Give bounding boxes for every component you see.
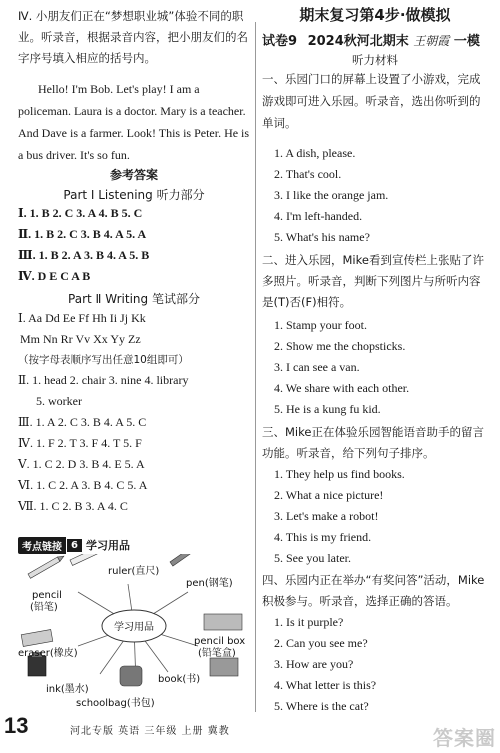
answer-title: 参考答案 [109, 168, 158, 182]
topic-link-title: 学习用品 [85, 539, 130, 552]
mindmap-center-text: 学习用品 [114, 622, 154, 633]
mind-label-schoolbag: schoolbag(书包) [76, 698, 155, 709]
writing-5: Ⅴ. 1. C 2. D 3. B 4. E 5. A [18, 457, 145, 471]
writing-6: Ⅵ. 1. C 2. A 3. B 4. C 5. A [18, 478, 148, 492]
part1-title: Part Ⅰ Listening 听力部分 [63, 188, 205, 202]
section-3-instructions: 三、Mike正在体验乐园智能语音助手的留言功能。听录音，给下列句子排序。 [262, 425, 484, 460]
s1-item-3: 3. I like the orange jam. [274, 188, 389, 202]
pencil-box-icon [204, 614, 242, 630]
section-4-instructions-right: 四、乐园内正在举办“有奖问答”活动，Mike积极参与。听录音，选择正确的答语。 [262, 573, 485, 608]
mind-label-book: book(书) [158, 674, 201, 685]
s3-item-2: 2. What a nice picture! [274, 488, 384, 502]
mind-label-pencil-cn: (铅笔) [30, 602, 58, 613]
topic-link-number: 6 [67, 539, 82, 552]
section-1-instructions: 一、乐园门口的屏幕上设置了小游戏，完成游戏即可进入乐园。听录音，选出你听到的单词。 [262, 72, 481, 130]
eraser-icon [21, 629, 53, 646]
topic-link-label: 考点链接 [18, 537, 66, 554]
footer-info: 河北专版 英语 三年级 上册 冀教 [70, 726, 230, 737]
s2-item-3: 3. I can see a van. [274, 360, 360, 374]
paper-title: 2024秋河北期末 [307, 34, 409, 49]
ruler-icon [70, 554, 100, 565]
mind-label-eraser: eraser(橡皮) [18, 648, 78, 659]
s2-item-1: 1. Stamp your foot. [274, 318, 367, 332]
writing-7: Ⅶ. 1. C 2. B 3. A 4. C [18, 499, 128, 513]
writing-2-line1: Ⅱ. 1. head 2. chair 3. nine 4. library [18, 373, 189, 387]
s4-item-2: 2. Can you see me? [274, 636, 368, 650]
listening-passage: Hello! I'm Bob. Let's play! I am a policeman. Laura is a doctor. Mary is a teacher. And Dave is a farmer. Look! This is Peter. He is a bus driver. It's so fun. [18, 82, 250, 162]
review-title: 期末复习第4步·做模拟 [299, 6, 451, 24]
mind-label-ruler: ruler(直尺) [108, 566, 160, 577]
s3-item-3: 3. Let's make a robot! [274, 509, 379, 523]
listening-material-title: 听力材料 [352, 53, 398, 67]
topic-link-tag [18, 537, 130, 553]
book-icon [210, 658, 238, 676]
part2-title: Part Ⅱ Writing 笔试部分 [68, 292, 200, 306]
pencil-icon [28, 554, 65, 578]
writing-2-line2: 5. worker [36, 394, 82, 408]
s4-item-3: 3. How are you? [274, 657, 354, 671]
mind-label-pencil-box-cn: (铅笔盒) [198, 648, 236, 659]
answer-line-4: Ⅳ. D E C A B [18, 269, 91, 283]
writing-4: Ⅳ. 1. F 2. T 3. F 4. T 5. F [18, 436, 142, 450]
answer-line-2: Ⅱ. 1. B 2. C 3. B 4. A 5. A [18, 227, 147, 241]
paper-header [262, 30, 488, 49]
s4-item-1: 1. Is it purple? [274, 615, 344, 629]
section-4-instructions: Ⅳ. 小朋友们正在“梦想职业城”体验不同的职业。听录音，根据录音内容，把小朋友们的名字序号填入相应的括号内。 [18, 9, 248, 65]
page-number: 13 [4, 713, 29, 738]
writing-1-line2: Mm Nn Rr Vv Xx Yy Zz [20, 332, 141, 346]
mind-label-pencil: pencil [32, 590, 62, 601]
schoolbag-icon [120, 666, 142, 686]
answer-line-3: Ⅲ. 1. B 2. A 3. B 4. A 5. B [18, 248, 150, 262]
s2-item-4: 4. We share with each other. [274, 381, 410, 395]
s3-item-4: 4. This is my friend. [274, 530, 372, 544]
watermark-logo: 答案圈 [433, 728, 496, 750]
s4-item-4: 4. What letter is this? [274, 678, 377, 692]
writing-3: Ⅲ. 1. A 2. C 3. B 4. A 5. C [18, 415, 147, 429]
mind-label-pencil-box: pencil box [194, 636, 246, 647]
section-2-instructions: 二、进入乐园，Mike看到宣传栏上张贴了许多照片。听录音，判断下列图片与所听内容是(T)否(F)相符。 [262, 253, 484, 309]
mind-label-ink: ink(墨水) [46, 684, 89, 695]
s4-item-5: 5. Where is the cat? [274, 699, 369, 713]
column-divider [255, 22, 256, 712]
paper-signature: 王朝霞 [413, 34, 450, 48]
paper-label: 试卷9 [262, 34, 298, 49]
s1-item-1: 1. A dish, please. [274, 146, 356, 160]
school-supplies-mindmap [18, 554, 250, 714]
s2-item-5: 5. He is a kung fu kid. [274, 402, 381, 416]
s3-item-5: 5. See you later. [274, 551, 351, 565]
s1-item-4: 4. I'm left-handed. [274, 209, 363, 223]
writing-1-line1: Ⅰ. Aa Dd Ee Ff Hh Ii Jj Kk [18, 311, 146, 325]
s2-item-2: 2. Show me the chopsticks. [274, 339, 406, 353]
s1-item-2: 2. That's cool. [274, 167, 342, 181]
answer-line-1: Ⅰ. 1. B 2. C 3. A 4. B 5. C [18, 206, 143, 220]
writing-1-note: （按字母表顺序写出任意10组即可） [18, 354, 189, 366]
mind-label-pen: pen(钢笔) [186, 578, 233, 589]
pen-icon [170, 554, 201, 566]
s1-item-5: 5. What's his name? [274, 230, 370, 244]
s3-item-1: 1. They help us find books. [274, 467, 405, 481]
paper-suffix: 一模 [453, 34, 480, 49]
